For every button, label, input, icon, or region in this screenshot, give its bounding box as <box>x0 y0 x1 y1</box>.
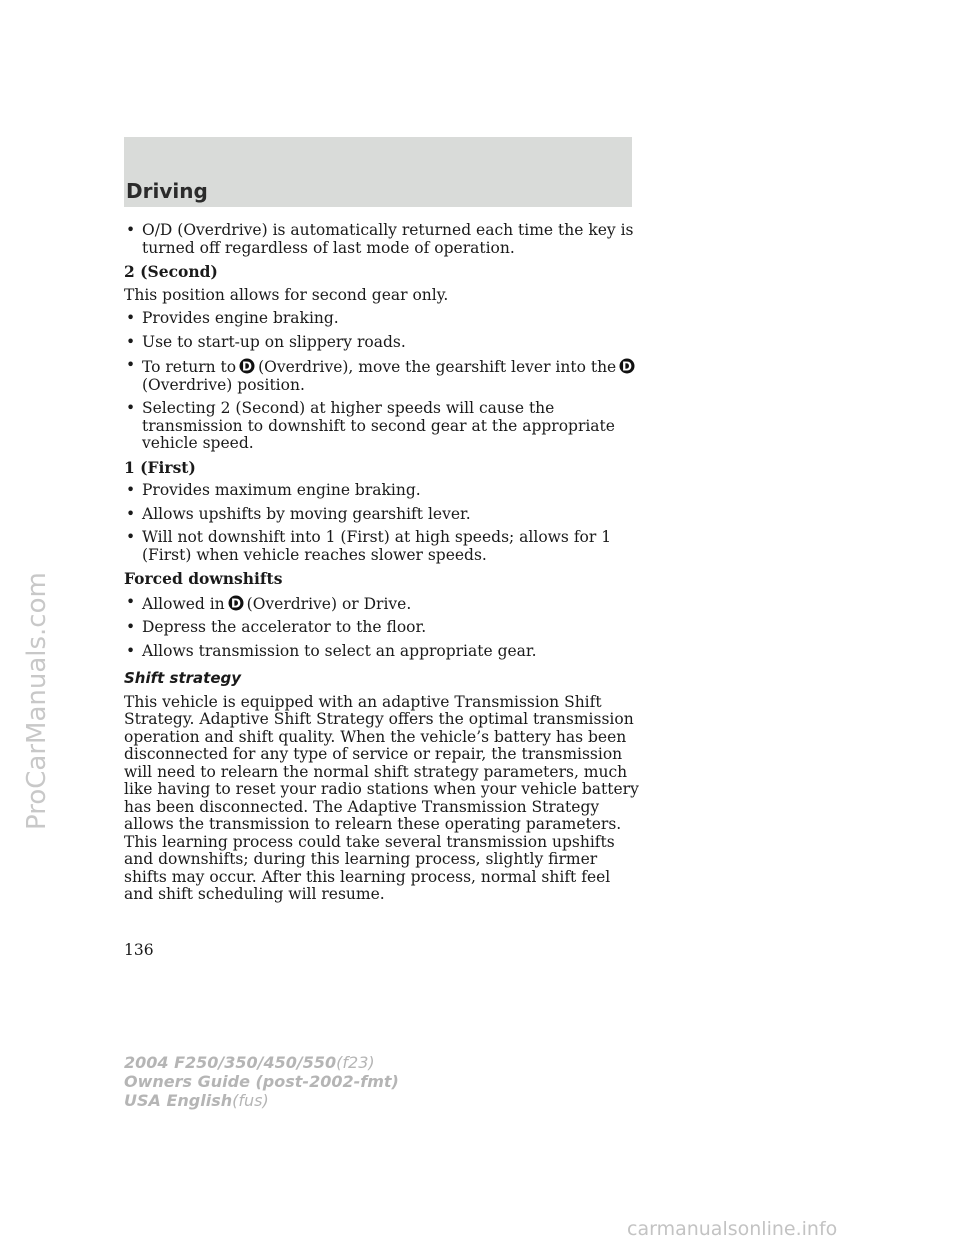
heading-shift-strategy: Shift strategy <box>124 669 242 687</box>
footer-language: USA English <box>124 1091 233 1110</box>
bullet-item <box>124 619 644 637</box>
bullet-text: To return to <box>142 358 237 376</box>
section-title: Driving <box>126 179 208 203</box>
document-footer <box>124 1053 399 1110</box>
overdrive-d-icon <box>239 357 255 375</box>
bullet-text: Provides maximum engine braking. <box>142 481 421 499</box>
bullet-dot: • <box>126 332 136 351</box>
footer-language-code: (fus) <box>232 1091 269 1110</box>
bullet-text: Provides engine braking. <box>142 309 339 327</box>
bullet-dot: • <box>126 641 136 660</box>
footer-model-code: (f23) <box>336 1053 375 1072</box>
bullet-text: (Overdrive) position. <box>142 375 305 394</box>
bullet-item <box>124 222 644 257</box>
heading-forced-downshifts: Forced downshifts <box>124 569 283 588</box>
svg-text:D: D <box>230 596 241 610</box>
footer-line-language <box>124 1091 399 1110</box>
bullet-text: Allows transmission to select an appropriate gear. <box>142 641 537 660</box>
svg-text:D: D <box>242 359 253 374</box>
footer-line-model <box>124 1053 399 1072</box>
bullet-dot: • <box>126 481 136 499</box>
bullet-item <box>124 643 644 661</box>
bullet-text: Selecting 2 (Second) at higher speeds will cause the transmission to downshift to second gear at the appropriate vehicle speed. <box>142 399 615 452</box>
section-header <box>124 137 632 207</box>
overdrive-d-icon <box>228 594 244 612</box>
bullet-item <box>124 310 644 328</box>
footer-line-guide: Owners Guide (post-2002-fmt) <box>124 1072 399 1091</box>
bullet-dot: • <box>126 504 136 523</box>
bullet-text: Will not downshift into 1 (First) at high speeds; allows for 1 (First) when vehicle reaches slower speeds. <box>142 528 612 564</box>
bullet-dot: • <box>126 309 136 327</box>
svg-text:D: D <box>622 359 633 374</box>
bullet-dot: • <box>126 528 136 546</box>
footer-model: 2004 F250/350/450/550 <box>124 1053 337 1072</box>
side-watermark: ProCarManuals.com <box>22 572 52 830</box>
bullet-item <box>124 334 644 352</box>
bullet-text: Use to start-up on slippery roads. <box>142 332 406 351</box>
bullet-item <box>124 529 644 564</box>
bullet-item <box>124 400 644 453</box>
heading-second: 2 (Second) <box>124 262 218 281</box>
bullet-item-return-overdrive <box>124 357 644 394</box>
bullet-text: (Overdrive), move the gearshift lever into the <box>258 358 617 376</box>
bullet-item-allowed-overdrive <box>124 594 644 614</box>
bullet-dot: • <box>126 356 136 374</box>
bottom-watermark: carmanualsonline.info <box>627 1218 838 1240</box>
page-number: 136 <box>124 941 154 959</box>
bullet-dot: • <box>126 618 136 636</box>
heading-first: 1 (First) <box>124 457 196 477</box>
second-description: This position allows for second gear only. <box>124 285 449 304</box>
bullet-dot: • <box>126 399 136 417</box>
bullet-text: Allows upshifts by moving gearshift lever. <box>142 504 471 523</box>
bullet-item <box>124 506 644 524</box>
shift-strategy-body: This vehicle is equipped with an adaptive Transmission Shift Strategy. Adaptive Shift Strategy offers the optimal transmission operation and shift quality. When the vehicle’s battery has been disconnected for any type of service or repair, the transmission will need to relearn the normal shift strategy parameters, much like having to reset your radio stations when your vehicle battery has been disconnected. The Adaptive Transmission Strategy allows the transmission to relearn these operating parameters. This learning process could take several transmission upshifts and downshifts; during this learning process, slightly firmer shifts may occur. After this learning process, normal shift feel and shift scheduling will resume. <box>124 692 639 903</box>
bullet-text: O/D (Overdrive) is automatically returned each time the key is turned off regardless of last mode of operation. <box>142 221 634 257</box>
overdrive-d-icon <box>619 357 635 375</box>
bullet-text: Allowed in <box>142 594 225 613</box>
bullet-text: (Overdrive) or Drive. <box>246 594 412 613</box>
page-content <box>124 222 644 910</box>
bullet-dot: • <box>126 592 136 611</box>
bullet-text: Depress the accelerator to the floor. <box>142 618 427 636</box>
bullet-dot: • <box>126 221 136 239</box>
bullet-item <box>124 482 644 500</box>
